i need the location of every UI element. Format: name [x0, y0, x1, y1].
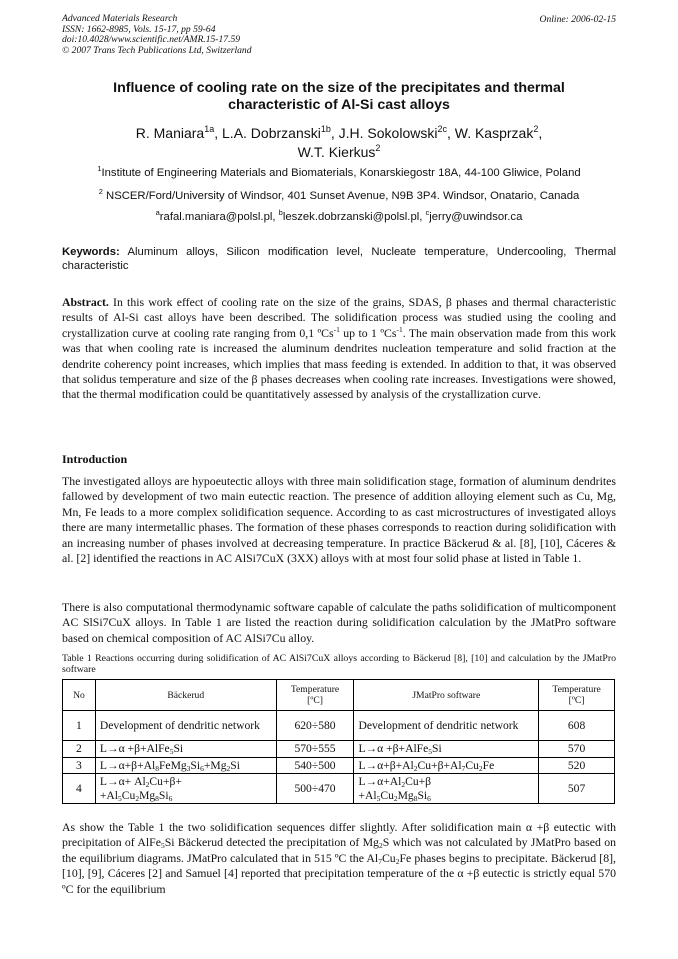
intro-paragraph-1: The investigated alloys are hypoeutectic alloys with three main solidification stage, formation of aluminum dendrites fallowed by development of two main eutectic reaction. The presence of addition alloying element such as Cu, Mg, Mn, Fe leads to a more complex solidification sequence. According to as cast microstructures of investigated alloys there are many intermetallic phases. The formation of these phases corresponds to reaction during solidification with an increasing number of phases involved at decreasing temperature. In practice Bäckerud & al. [8], [10], Cáceres & al. [2] identified the reactions in AC AlSi7CuX (3XX) alloys with at most four solid phase at listed in Table 1. — [62, 474, 616, 566]
cell-no: 1 — [63, 711, 96, 741]
keywords — [62, 246, 616, 273]
cell-backerud: Development of dendritic network — [95, 711, 276, 741]
cell-jmatpro: Development of dendritic network — [354, 711, 539, 741]
col-header-temperature: Temperature [ºC] — [276, 680, 354, 711]
abstract — [62, 295, 616, 403]
keywords-label: Keywords: — [62, 246, 120, 258]
email-sup: c — [425, 208, 430, 217]
abstract-sup: -1 — [333, 324, 340, 334]
table-row — [63, 774, 615, 804]
cell-temperature: 507 — [539, 774, 615, 804]
table-row — [63, 711, 615, 741]
author-sup: 2c — [437, 124, 447, 134]
email-link[interactable]: jerry@uwindsor.ca — [429, 211, 523, 223]
cell-jmatpro: L→α +β+AlFe$_5$Si — [354, 741, 539, 758]
affiliation-text: Institute of Engineering Materials and Biomaterials, Konarskiegostr 18A, 44-100 Gliwice, Poland — [101, 167, 581, 179]
cell-no: 3 — [63, 757, 96, 774]
abstract-sup: -1 — [396, 324, 403, 334]
cell-temperature: 540÷500 — [276, 757, 354, 774]
author-name: W. Kasprzak — [454, 125, 534, 141]
table-row — [63, 757, 615, 774]
author-name: J.H. Sokolowski — [338, 125, 438, 141]
email-link[interactable]: rafal.maniara@polsl.pl, — [159, 211, 276, 223]
issn: ISSN: 1662-8985, Vols. 15-17, pp 59-64 — [62, 23, 216, 35]
col-header-backerud: Bäckerud — [95, 680, 276, 711]
table-caption: Table 1 Reactions occurring during solidification of AC AlSi7CuX alloys according to Bäckerud [8], [10] and calculation by the JMatPro software — [62, 653, 616, 675]
col-header-temperature: Temperature [ºC] — [539, 680, 615, 711]
email-sup: a — [155, 208, 160, 217]
email-sup: b — [278, 208, 283, 217]
author-name: L.A. Dobrzanski — [222, 125, 321, 141]
cell-no: 2 — [63, 741, 96, 758]
results-paragraph: As show the Table 1 the two solidification sequences differ slightly. After solidification main α +β eutectic with precipitation of AlFe$_5$Si Bäckerud detected the precipitation of $Mg_2S$ which was not calculated by JMatPro based on the equilibrium diagrams. JMatPro calculated that in 515 ºC the $Al_7Cu_2Fe$ phases begins to precipitate. Bäckerud [8], [10], [9], Cáceres [2] and Samuel [4] reported that precipitation temperature of the α +β eutectic is strictly equal 570 ºC for the equilibrium — [62, 820, 616, 896]
cell-temperature: 570÷555 — [276, 741, 354, 758]
author-list: R. Maniara$^{1a}$, L.A. Dobrzanski$^{1b}$, J.H. Sokolowski$^{2c}$, W. Kasprzak$^2$, W.T. Kierkus$^2$ — [135, 124, 543, 160]
author-sup: 1a — [204, 124, 215, 134]
cell-backerud: $L\to\alpha+\beta+Al_8FeMg_3Si_6+Mg_2Si$ — [95, 757, 276, 774]
doi: doi:10.4028/www.scientific.net/AMR.15-17.59 — [62, 34, 241, 46]
email-link[interactable]: leszek.dobrzanski@polsl.pl, — [282, 211, 423, 223]
col-header-jmatpro: JMatPro software — [354, 680, 539, 711]
section-heading: Introduction — [62, 452, 128, 466]
abstract-label: Abstract. — [62, 295, 109, 309]
author-name: W.T. Kierkus — [297, 144, 376, 160]
online-date: Online: 2006-02-15 — [539, 14, 616, 25]
table-row — [63, 741, 615, 758]
affiliation-sup: 1 — [97, 164, 102, 173]
col-header-no: No — [63, 680, 96, 711]
journal-header — [62, 14, 252, 56]
author-sup: 2 — [533, 124, 539, 134]
author-sup: 1b — [320, 124, 331, 134]
reactions-table — [62, 679, 615, 804]
cell-temperature: 500÷470 — [276, 774, 354, 804]
copyright: © 2007 Trans Tech Publications Ltd, Switzerland — [62, 44, 252, 56]
journal-name: Advanced Materials Research — [62, 13, 178, 24]
paper-title — [62, 80, 616, 114]
email-line — [62, 208, 616, 224]
cell-temperature: 608 — [539, 711, 615, 741]
cell-temperature: 620÷580 — [276, 711, 354, 741]
author-sup: 2 — [375, 143, 381, 153]
abstract-text: up to 1 ºCs — [339, 325, 397, 340]
abstract-text: . The main observation made from this work was that when cooling rate is increased the aluminum dendrites nucleation temperature and solid fraction at the dendrite coherency point increases, which implies that mass feeding is extended. In addition to that, it was observed that solidus temperature and size of the β phases decreases when cooling rate increases. Investigations were showed, that the thermal modification could be quantitatively assessed by analysis of the crystallization curve. — [62, 325, 616, 402]
cell-no: 4 — [63, 774, 96, 804]
affiliation-1 — [62, 164, 616, 180]
cell-temperature: 570 — [539, 741, 615, 758]
cell-backerud: L→α +β+AlFe$_5$Si — [95, 741, 276, 758]
table-header-row — [63, 680, 615, 711]
intro-paragraph-2: There is also computational thermodynamic software capable of calculate the paths solidification of multicomponent AC SlSi7CuX alloys. In Table 1 are listed the reaction during solidification calculation by the JMatPro software based on chemical composition of AC AlSi7Cu alloy. — [62, 600, 616, 645]
affiliation-text: NSCER/Ford/University of Windsor, 401 Sunset Avenue, N9B 3P4. Windsor, Onatario, Canada — [106, 190, 580, 202]
affiliation-2 — [62, 187, 616, 203]
keywords-text: Aluminum alloys, Silicon modification level, Nucleate temperature, Undercooling, Thermal characteristic — [62, 246, 617, 272]
abstract-text: In this work effect of cooling rate on the size of the grains, SDAS, β phases and thermal characteristic results of Al-Si cast alloys have been described. The solidification process was studied using the cooling and crystallization curve at cooling rate ranging from 0,1 ºCs — [62, 295, 616, 340]
cell-temperature: 520 — [539, 757, 615, 774]
title-line-2: characteristic of Al-Si cast alloys — [228, 97, 450, 113]
affiliation-sup: 2 — [98, 187, 103, 196]
cell-jmatpro: $L\to\alpha+\beta+Al_2Cu+\beta+Al_7Cu_2Fe$ — [354, 757, 539, 774]
author-name: R. Maniara — [135, 125, 205, 141]
title-line-1: Influence of cooling rate on the size of the precipitates and thermal — [113, 80, 565, 96]
cell-backerud: $L\to\alpha+ Al_2Cu+\beta+$ $+Al_5Cu_2Mg_8Si_6$ — [95, 774, 276, 804]
cell-jmatpro: $L\to\alpha+Al_2Cu+\beta$ $+Al_5Cu_2Mg_8Si_6$ — [354, 774, 539, 804]
